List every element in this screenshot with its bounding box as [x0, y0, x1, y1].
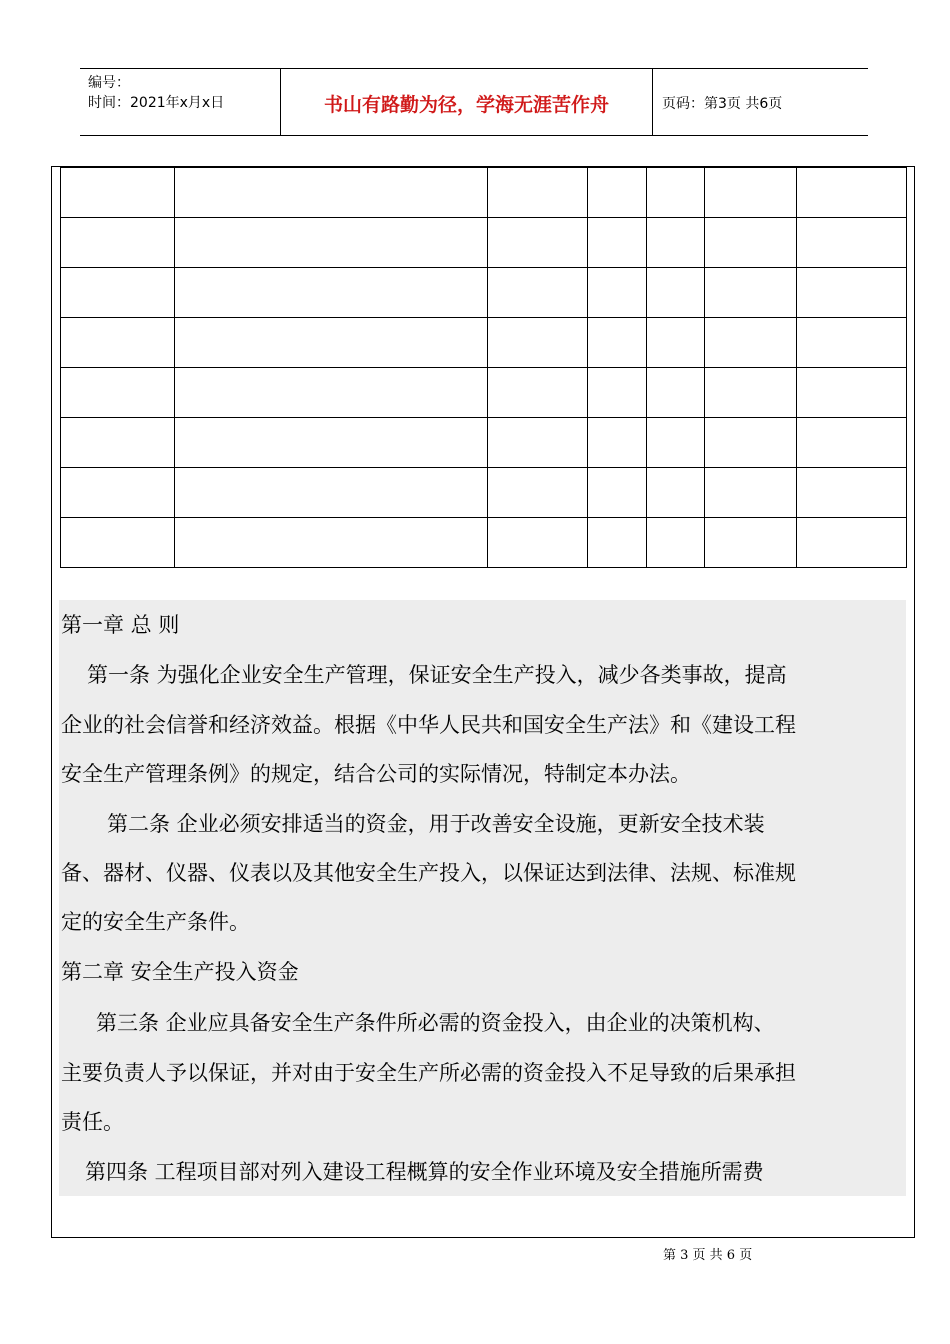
table-cell: [647, 468, 705, 518]
table-cell: [175, 518, 488, 568]
table-cell: [175, 368, 488, 418]
article-4-line: 第四条 工程项目部对列入建设工程概算的安全作业环境及安全措施所需费: [85, 1160, 764, 1184]
table-cell: [588, 268, 647, 318]
article-1-line: 第一条 为强化企业安全生产管理，保证安全生产投入，减少各类事故，提高: [87, 663, 787, 687]
page-header: [80, 68, 868, 136]
table-cell: [488, 418, 588, 468]
table-cell: [488, 268, 588, 318]
table-cell: [705, 368, 797, 418]
table-cell: [61, 218, 175, 268]
article-1-line: 安全生产管理条例》的规定，结合公司的实际情况，特制定本办法。: [61, 762, 691, 786]
table-row: [61, 268, 907, 318]
table-cell: [588, 368, 647, 418]
table-row: [61, 418, 907, 468]
table-cell: [647, 218, 705, 268]
article-3-line: 责任。: [61, 1110, 124, 1134]
article-1-line: 企业的社会信誉和经济效益。根据《中华人民共和国安全生产法》和《建设工程: [61, 713, 796, 737]
table-cell: [488, 168, 588, 218]
table-cell: [488, 318, 588, 368]
table-cell: [175, 418, 488, 468]
regulation-text: [59, 600, 906, 1196]
table-cell: [175, 218, 488, 268]
table-cell: [488, 218, 588, 268]
table-cell: [705, 318, 797, 368]
table-row: [61, 518, 907, 568]
header-divider: [652, 69, 653, 135]
table-cell: [175, 168, 488, 218]
table-cell: [61, 318, 175, 368]
table-cell: [705, 168, 797, 218]
table-cell: [175, 318, 488, 368]
table-cell: [488, 368, 588, 418]
table-cell: [797, 168, 907, 218]
table-cell: [588, 468, 647, 518]
article-2-line: 第二条 企业必须安排适当的资金，用于改善安全设施，更新安全技术装: [107, 812, 765, 836]
header-meta: [88, 73, 278, 113]
table-cell: [647, 168, 705, 218]
table-cell: [647, 268, 705, 318]
article-3-line: 第三条 企业应具备安全生产条件所必需的资金投入，由企业的决策机构、: [96, 1011, 775, 1035]
table-cell: [488, 468, 588, 518]
table-cell: [588, 318, 647, 368]
table-cell: [588, 518, 647, 568]
article-3-line: 主要负责人予以保证，并对由于安全生产所必需的资金投入不足导致的后果承担: [61, 1061, 796, 1085]
table-cell: [488, 518, 588, 568]
table-cell: [647, 418, 705, 468]
table-cell: [61, 418, 175, 468]
table-cell: [647, 318, 705, 368]
header-motto: 书山有路勤为径，学海无涯苦作舟: [323, 94, 609, 116]
table-cell: [797, 368, 907, 418]
table-cell: [175, 268, 488, 318]
table-cell: [705, 218, 797, 268]
table-row: [61, 318, 907, 368]
article-2-line: 定的安全生产条件。: [61, 910, 250, 934]
document-number-label: 编号：: [88, 75, 130, 91]
table-row: [61, 168, 907, 218]
table-cell: [61, 368, 175, 418]
table-row: [61, 218, 907, 268]
table-cell: [797, 468, 907, 518]
document-time-label: 时间：2021年x月x日: [88, 95, 225, 111]
chapter-1-heading: 第一章 总 则: [61, 613, 180, 637]
table-cell: [705, 518, 797, 568]
table-cell: [647, 368, 705, 418]
table-cell: [797, 318, 907, 368]
table-cell: [797, 268, 907, 318]
table-cell: [61, 468, 175, 518]
table-cell: [175, 468, 488, 518]
table-body: [61, 168, 907, 568]
table-row: [61, 468, 907, 518]
table-cell: [61, 168, 175, 218]
chapter-2-heading: 第二章 安全生产投入资金: [61, 960, 299, 984]
table-cell: [797, 518, 907, 568]
page-footer: 第 3 页 共 6 页: [663, 1248, 753, 1263]
table-cell: [705, 468, 797, 518]
empty-table: [60, 167, 907, 568]
article-2-line: 备、器材、仪器、仪表以及其他安全生产投入，以保证达到法律、法规、标准规: [61, 861, 796, 885]
table-cell: [588, 418, 647, 468]
table-cell: [61, 518, 175, 568]
table-cell: [705, 268, 797, 318]
table-cell: [588, 168, 647, 218]
table-row: [61, 368, 907, 418]
header-page-code: 页码：第3页 共6页: [662, 96, 783, 112]
table-cell: [797, 218, 907, 268]
table-cell: [647, 518, 705, 568]
table-cell: [705, 418, 797, 468]
table-cell: [61, 268, 175, 318]
table-cell: [797, 418, 907, 468]
table-cell: [588, 218, 647, 268]
